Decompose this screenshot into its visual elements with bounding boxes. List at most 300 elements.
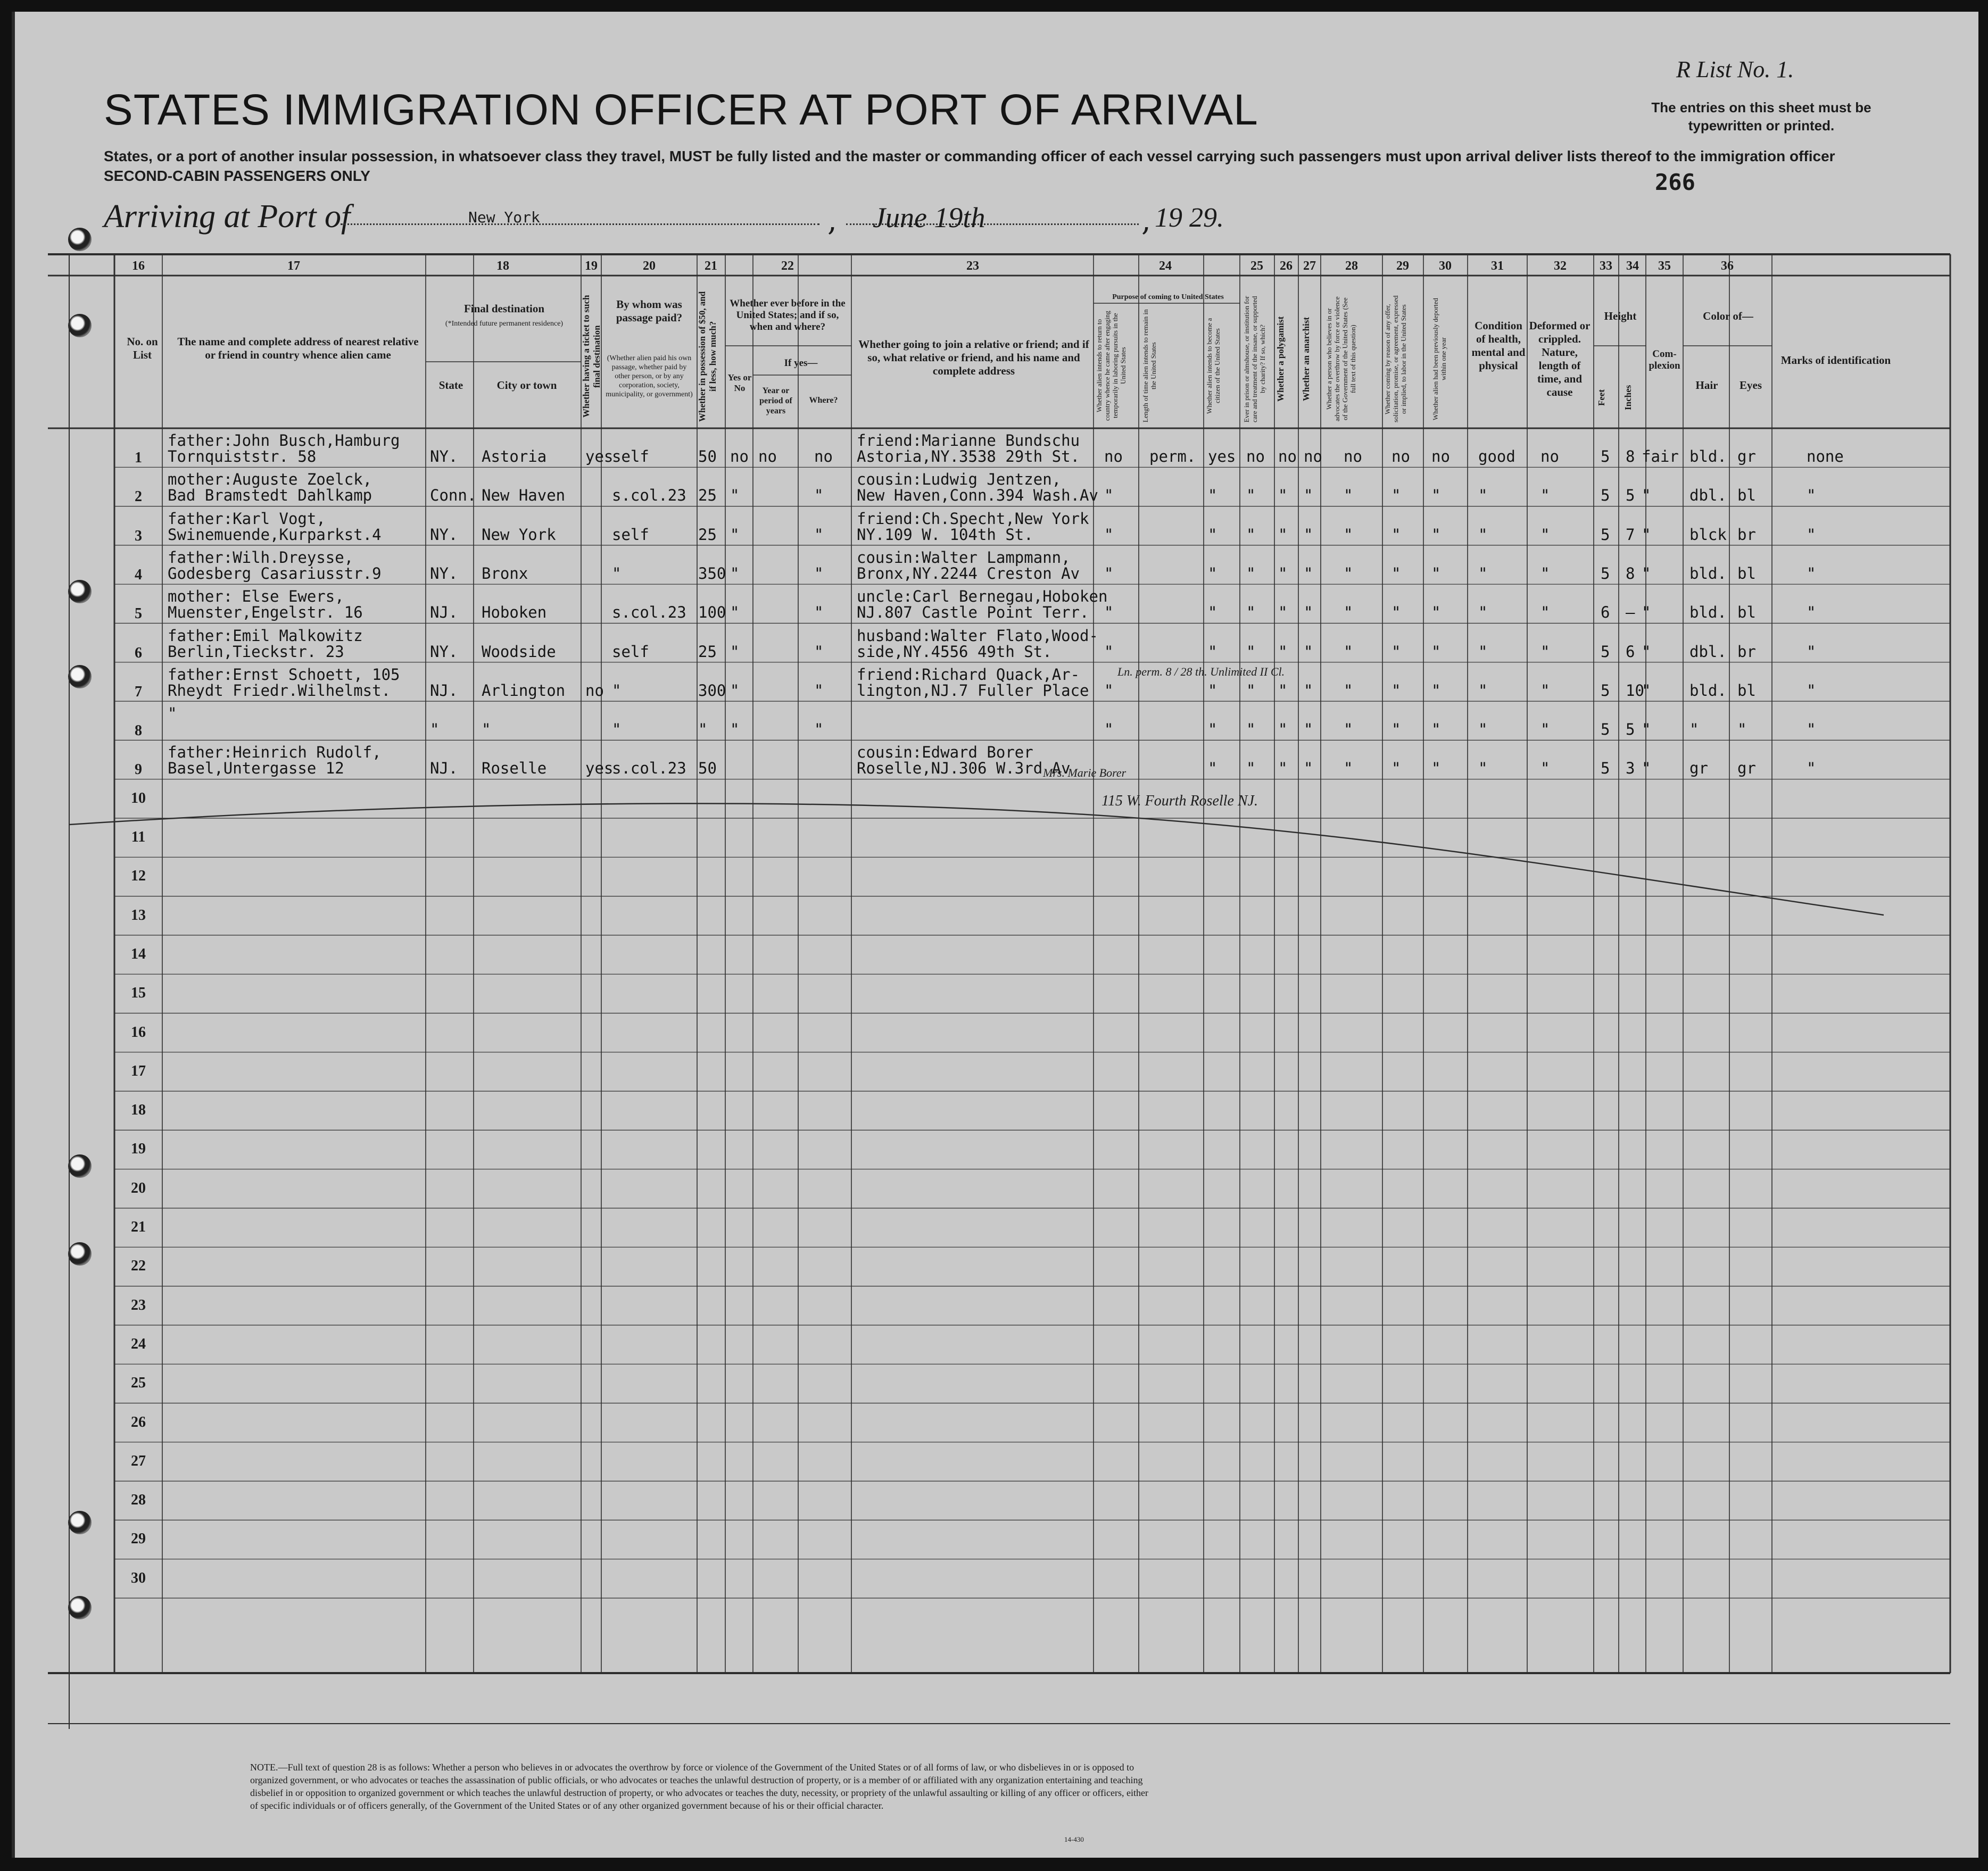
row-number: 3: [135, 527, 142, 544]
row-number: 6: [135, 644, 142, 661]
column-number: 26: [1280, 259, 1293, 273]
city-cell: ": [482, 720, 491, 739]
form-code: 14-430: [1064, 1835, 1084, 1843]
q30-cell: ": [1431, 525, 1441, 544]
q29-cell: no: [1391, 447, 1410, 465]
row-number: 19: [131, 1141, 146, 1158]
deformed-cell: ": [1540, 564, 1550, 583]
marks-cell: ": [1807, 603, 1816, 622]
relative-line-2: Bad Bramstedt Dahlkamp: [168, 486, 372, 505]
complexion-cell: ": [1642, 564, 1651, 583]
eyes-cell: br: [1737, 525, 1756, 544]
joining-line-2: Astoria,NY.3538 29th St.: [857, 447, 1080, 465]
column-number: 31: [1491, 259, 1504, 273]
marks-cell: ": [1807, 759, 1816, 778]
passage-paid-cell: s.col.23: [612, 486, 686, 505]
prison-cell: ": [1246, 486, 1256, 505]
header-city: City or town: [496, 379, 557, 392]
column-number: 18: [496, 259, 509, 273]
where-cell: ": [814, 642, 824, 661]
eyes-cell: ": [1737, 720, 1747, 739]
money-cell: 25: [698, 486, 717, 505]
feet-cell: 6: [1601, 603, 1610, 622]
hair-cell: ": [1689, 720, 1699, 739]
citizen-cell: ": [1208, 759, 1217, 778]
anarchist-cell: ": [1304, 759, 1313, 778]
column-number: 22: [781, 259, 794, 273]
header-marks: Marks of identification: [1780, 354, 1891, 367]
row-number: 10: [131, 789, 146, 806]
row-number: 22: [131, 1258, 146, 1275]
deformed-cell: ": [1540, 720, 1550, 739]
purpose-return-cell: ": [1104, 564, 1114, 583]
money-cell: 100: [698, 603, 726, 622]
column-number: 25: [1250, 259, 1263, 273]
money-cell: 25: [698, 642, 717, 661]
header-purpose-length: Length of time alien intends to remain in the United States: [1141, 309, 1157, 422]
feet-cell: 5: [1601, 447, 1610, 465]
complexion-cell: ": [1642, 603, 1651, 622]
polygamist-cell: ": [1278, 564, 1288, 583]
header-ticket: Whether having a ticket to such final destination: [581, 295, 602, 418]
inches-cell: 8: [1626, 564, 1635, 583]
column-number: 36: [1721, 259, 1734, 273]
relative-line-1: father:Karl Vogt,: [168, 509, 326, 528]
row-number: 4: [135, 566, 142, 583]
deformed-cell: ": [1540, 642, 1550, 661]
prison-cell: ": [1246, 603, 1256, 622]
q29-cell: ": [1391, 603, 1401, 622]
health-cell: ": [1478, 681, 1488, 700]
citizen-cell: ": [1208, 486, 1217, 505]
inches-cell: 7: [1626, 525, 1635, 544]
purpose-return-cell: ": [1104, 642, 1114, 661]
q29-cell: ": [1391, 564, 1401, 583]
row-number: 24: [131, 1335, 146, 1352]
deformed-cell: ": [1540, 486, 1550, 505]
state-cell: NY.: [430, 525, 458, 544]
hair-cell: blck: [1689, 525, 1727, 544]
relative-line-2: Swinemuende,Kurparkst.4: [168, 525, 382, 544]
before-in-us-cell: ": [730, 564, 740, 583]
ticket-cell: no: [585, 681, 604, 700]
complexion-cell: ": [1642, 720, 1651, 739]
column-number: 16: [132, 259, 145, 273]
footnote: NOTE.—Full text of question 28 is as follows: Whether a person who believes in or advocates the overthrow by force or violence of the Government of the United States or of all forms of law, or who disbelieves in or is opposed to organized government, or who advocates or teaches the assassination of public officials, or who advocates or teaches the unlawful destruction of property, or is a member of or affiliated with any organization entertaining and teaching disbelief in or opposition to organized government or which teaches the unlawful destruction of property, or who advocates or teaches the duty, necessity, or propriety of the unlawful assaulting or killing of any officer or officers, either of specific individuals or of officers generally, of the Government of the United States or of any other organized government because of his or their official character.: [250, 1762, 1149, 1811]
q28-cell: ": [1344, 603, 1353, 622]
health-cell: ": [1478, 525, 1488, 544]
where-cell: ": [814, 525, 824, 544]
header-inches: Inches: [1623, 385, 1633, 411]
column-number: 21: [705, 259, 717, 273]
q30-cell: ": [1431, 564, 1441, 583]
relative-line-1: father:Wilh.Dreysse,: [168, 548, 354, 567]
joining-line-2: side,NY.4556 49th St.: [857, 642, 1052, 661]
header-hair: Hair: [1695, 379, 1718, 392]
header-polygamist: Whether a polygamist: [1275, 316, 1286, 402]
q28-cell: ": [1344, 564, 1353, 583]
state-cell: NY.: [430, 642, 458, 661]
eyes-cell: bl: [1737, 486, 1756, 505]
citizen-cell: ": [1208, 564, 1217, 583]
hair-cell: gr: [1689, 759, 1708, 778]
column-number: 35: [1658, 259, 1671, 273]
relative-line-2: Berlin,Tieckstr. 23: [168, 642, 344, 661]
row-number: 5: [135, 605, 142, 622]
row-number: 9: [135, 761, 142, 778]
relative-line-2: Tornquiststr. 58: [168, 447, 317, 465]
q28-cell: no: [1344, 447, 1362, 465]
q30-cell: ": [1431, 642, 1441, 661]
arrival-date: June 19th: [873, 202, 985, 234]
money-cell: ": [698, 720, 708, 739]
header-passage-paid: By whom was passage paid?: [616, 298, 683, 324]
strike-line: [69, 803, 1884, 915]
city-cell: Bronx: [482, 564, 528, 583]
joining-line-2: Roselle,NJ.306 W.3rd Av: [857, 759, 1071, 778]
eyes-cell: gr: [1737, 447, 1756, 465]
feet-cell: 5: [1601, 525, 1610, 544]
relative-line-1: father:Ernst Schoett, 105: [168, 665, 400, 684]
citizen-cell: ": [1208, 720, 1217, 739]
q29-cell: ": [1391, 525, 1401, 544]
q29-cell: ": [1391, 681, 1401, 700]
prison-cell: ": [1246, 720, 1256, 739]
prison-cell: ": [1246, 759, 1256, 778]
passenger-class-note: SECOND-CABIN PASSENGERS ONLY: [104, 168, 370, 184]
passage-paid-cell: s.col.23: [612, 759, 686, 778]
eyes-cell: br: [1737, 642, 1756, 661]
joining-line-1: cousin:Ludwig Jentzen,: [857, 470, 1062, 489]
q28-cell: ": [1344, 525, 1353, 544]
joining-line-2: NY.109 W. 104th St.: [857, 525, 1033, 544]
q28-cell: ": [1344, 681, 1353, 700]
header-complexion: Com- plexion: [1649, 348, 1680, 371]
header-purpose-citizen: Whether alien intends to become a citizen of the United States: [1205, 318, 1221, 414]
q29-cell: ": [1391, 642, 1401, 661]
polygamist-cell: ": [1278, 642, 1288, 661]
citizen-cell: ": [1208, 642, 1217, 661]
marks-cell: ": [1807, 525, 1816, 544]
header-purpose: Purpose of coming to United States: [1112, 293, 1224, 301]
joining-line-1: uncle:Carl Bernegau,Hoboken: [857, 587, 1108, 606]
health-cell: ": [1478, 564, 1488, 583]
feet-cell: 5: [1601, 720, 1610, 739]
complexion-cell: ": [1642, 759, 1651, 778]
column-number: 27: [1303, 259, 1316, 273]
row-number: 11: [131, 829, 146, 845]
before-in-us-cell: ": [730, 681, 740, 700]
before-in-us-cell: no: [730, 447, 749, 465]
before-in-us-cell: ": [730, 486, 740, 505]
citizen-cell: ": [1208, 525, 1217, 544]
column-number: 32: [1554, 259, 1567, 273]
purpose-return-cell: ": [1104, 681, 1114, 700]
passage-paid-cell: self: [612, 447, 649, 465]
before-in-us-cell: ": [730, 525, 740, 544]
where-cell: ": [814, 720, 824, 739]
hair-cell: dbl.: [1689, 486, 1727, 505]
prison-cell: no: [1246, 447, 1265, 465]
header-final-destination-note: (*Intended future permanent residence): [445, 320, 564, 328]
health-cell: ": [1478, 642, 1488, 661]
list-no-value: List No. 1.: [1696, 56, 1794, 82]
health-cell: good: [1478, 447, 1515, 465]
row-number: 15: [131, 985, 146, 1002]
anarchist-cell: ": [1304, 525, 1313, 544]
joining-line-1: husband:Walter Flato,Wood-: [857, 626, 1098, 645]
row-number: 25: [131, 1375, 146, 1392]
polygamist-cell: ": [1278, 486, 1288, 505]
header-color-of: Color of—: [1703, 310, 1753, 322]
q30-cell: ": [1431, 759, 1441, 778]
separator: ,: [827, 203, 837, 238]
header-anarchist: Whether an anarchist: [1301, 317, 1311, 402]
deformed-cell: ": [1540, 759, 1550, 778]
passage-paid-cell: self: [612, 525, 649, 544]
deformed-cell: ": [1540, 681, 1550, 700]
q28-cell: ": [1344, 486, 1353, 505]
year-period-cell: no: [758, 447, 777, 465]
form-subtitle: States, or a port of another insular possession, in whatsoever class they travel, MUST be fully listed and the master or commanding officer of each vessel carrying such passengers must upon arrival deliver lists thereof to the immigration officer: [104, 148, 1835, 164]
hair-cell: bld.: [1689, 681, 1727, 700]
money-cell: 350: [698, 564, 726, 583]
anarchist-cell: ": [1304, 642, 1313, 661]
q28-cell: ": [1344, 720, 1353, 739]
row-number: 21: [131, 1219, 146, 1235]
row-number: 13: [131, 907, 146, 924]
row-number: 20: [131, 1179, 146, 1196]
relative-line-1: father:Heinrich Rudolf,: [168, 743, 382, 762]
relative-line-1: mother: Else Ewers,: [168, 587, 344, 606]
arriving-label: Arriving at Port of: [104, 198, 351, 235]
row-number: 29: [131, 1531, 146, 1548]
ticket-cell: yes: [585, 759, 614, 778]
inches-cell: 6: [1626, 642, 1635, 661]
purpose-return-cell: ": [1104, 720, 1114, 739]
citizen-cell: ": [1208, 603, 1217, 622]
passage-paid-cell: s.col.23: [612, 603, 686, 622]
inches-cell: 5: [1626, 720, 1635, 739]
joining-line-1: cousin:Edward Borer: [857, 743, 1033, 762]
marks-cell: ": [1807, 720, 1816, 739]
header-no-on-list: No. on List: [127, 335, 158, 361]
row6-annotation: Ln. perm. 8 / 28 th. Unlimited II Cl.: [1117, 665, 1285, 678]
complexion-cell: ": [1642, 681, 1651, 700]
before-in-us-cell: ": [730, 720, 740, 739]
row-number: 18: [131, 1102, 146, 1119]
row-number: 7: [135, 683, 142, 700]
anarchist-cell: ": [1304, 720, 1313, 739]
state-cell: NJ.: [430, 603, 458, 622]
anarchist-cell: ": [1304, 603, 1313, 622]
inches-cell: 3: [1626, 759, 1635, 778]
typewritten-note: The entries on this sheet must be typewritten or printed.: [1651, 99, 1871, 134]
feet-cell: 5: [1601, 681, 1610, 700]
marks-cell: ": [1807, 642, 1816, 661]
city-cell: Astoria: [482, 447, 547, 465]
relative-line-1: father:Emil Malkowitz: [168, 626, 363, 645]
q28-cell: ": [1344, 759, 1353, 778]
prison-cell: ": [1246, 564, 1256, 583]
inches-cell: 10: [1626, 681, 1644, 700]
citizen-cell: ": [1208, 681, 1217, 700]
purpose-return-cell: no: [1104, 447, 1123, 465]
header-money: Whether in possession of $50, and if less, how much?: [697, 291, 718, 422]
where-cell: ": [814, 603, 824, 622]
header-prison: Ever in prison or almshouse, or institution for care and treatment of the insane, or supported by charity? If so, which?: [1242, 296, 1266, 422]
polygamist-cell: ": [1278, 720, 1288, 739]
row-number: 1: [135, 450, 142, 466]
row-number: 27: [131, 1452, 146, 1469]
city-cell: New Haven: [482, 486, 566, 505]
inches-cell: 8: [1626, 447, 1635, 465]
deformed-cell: ": [1540, 525, 1550, 544]
anarchist-cell: no: [1304, 447, 1322, 465]
q30-cell: no: [1431, 447, 1450, 465]
purpose-return-cell: ": [1104, 525, 1114, 544]
feet-cell: 5: [1601, 759, 1610, 778]
relative-line-2: Rheydt Friedr.Wilhelmst.: [168, 681, 391, 700]
joining-line-2: NJ.807 Castle Point Terr.: [857, 603, 1089, 622]
hair-cell: bld.: [1689, 564, 1727, 583]
relative-line-2: Godesberg Casariusstr.9: [168, 564, 382, 583]
state-cell: Conn.: [430, 486, 477, 505]
eyes-cell: bl: [1737, 564, 1756, 583]
row9-annotation: Mrs. Marie Borer: [1043, 766, 1126, 779]
where-cell: ": [814, 486, 824, 505]
port-value: New York: [468, 209, 540, 226]
column-number: 17: [287, 259, 300, 273]
complexion-cell: ": [1642, 642, 1651, 661]
inches-cell: –: [1626, 603, 1635, 622]
q30-cell: ": [1431, 486, 1441, 505]
money-cell: 300: [698, 681, 726, 700]
where-cell: no: [814, 447, 833, 465]
money-cell: 50: [698, 759, 717, 778]
where-cell: ": [814, 564, 824, 583]
hair-cell: bld.: [1689, 447, 1727, 465]
column-number: 34: [1626, 259, 1639, 273]
q28-cell: ": [1344, 642, 1353, 661]
row-number: 8: [135, 722, 142, 739]
relative-line-2: Muenster,Engelstr. 16: [168, 603, 363, 622]
joining-line-1: friend:Marianne Bundschu: [857, 431, 1080, 450]
prison-cell: ": [1246, 525, 1256, 544]
health-cell: ": [1478, 720, 1488, 739]
header-q29: Whether coming by reason of any offer, solicitation, promise, or agreement, expressed or implied, to labor in the United States: [1384, 295, 1407, 423]
form-title: STATES IMMIGRATION OFFICER AT PORT OF ARRIVAL: [104, 86, 1258, 134]
sheet-number: 266: [1655, 169, 1695, 195]
arrival-year: 19 29.: [1155, 203, 1224, 233]
passage-paid-cell: ": [612, 720, 622, 739]
hair-cell: dbl.: [1689, 642, 1727, 661]
eyes-cell: bl: [1737, 603, 1756, 622]
polygamist-cell: ": [1278, 603, 1288, 622]
anarchist-cell: ": [1304, 564, 1313, 583]
header-feet: Feet: [1596, 389, 1606, 406]
health-cell: ": [1478, 759, 1488, 778]
header-year-period: Year or period of years: [759, 386, 792, 415]
marks-cell: ": [1807, 564, 1816, 583]
money-cell: 50: [698, 447, 717, 465]
header-yes-or-no: Yes or No: [727, 372, 752, 393]
header-final-destination: Final destination: [463, 302, 545, 315]
q29-cell: ": [1391, 720, 1401, 739]
header-relative-abroad: The name and complete address of nearest relative or friend in country whence alien came: [177, 335, 419, 361]
anarchist-cell: ": [1304, 681, 1313, 700]
state-cell: NY.: [430, 447, 458, 465]
hair-cell: bld.: [1689, 603, 1727, 622]
state-cell: NJ.: [430, 681, 458, 700]
complexion-cell: ": [1642, 525, 1651, 544]
row9-address-annotation: 115 W. Fourth Roselle NJ.: [1101, 793, 1258, 809]
complexion-cell: ": [1642, 486, 1651, 505]
list-prefix: R: [1676, 56, 1691, 82]
city-cell: Woodside: [482, 642, 556, 661]
feet-cell: 5: [1601, 564, 1610, 583]
purpose-return-cell: ": [1104, 603, 1114, 622]
column-number: 30: [1439, 259, 1452, 273]
header-q28: Whether a person who believes in or advocates the overthrow by force or violence of the Government of the United States (See full text of this question): [1325, 296, 1357, 422]
inches-cell: 5: [1626, 486, 1635, 505]
joining-line-1: friend:Richard Quack,Ar-: [857, 665, 1080, 684]
marks-cell: ": [1807, 681, 1816, 700]
row-number: 30: [131, 1569, 146, 1586]
q30-cell: ": [1431, 603, 1441, 622]
purpose-return-cell: ": [1104, 486, 1114, 505]
before-in-us-cell: ": [730, 642, 740, 661]
city-cell: Roselle: [482, 759, 547, 778]
feet-cell: 5: [1601, 486, 1610, 505]
q29-cell: ": [1391, 486, 1401, 505]
row-number: 14: [131, 945, 146, 962]
column-number: 23: [966, 259, 979, 273]
state-cell: ": [430, 720, 440, 739]
anarchist-cell: ": [1304, 486, 1313, 505]
city-cell: Arlington: [482, 681, 566, 700]
marks-cell: none: [1807, 447, 1844, 465]
complexion-cell: fair: [1642, 447, 1679, 465]
deformed-cell: no: [1540, 447, 1559, 465]
column-number: 19: [585, 259, 598, 273]
header-before-in-us: Whether ever before in the United States; and if so, when and where?: [730, 298, 846, 332]
q29-cell: ": [1391, 759, 1401, 778]
column-number: 20: [643, 259, 656, 273]
purpose-length-cell: perm.: [1149, 447, 1196, 465]
row-number: 16: [131, 1024, 146, 1041]
deformed-cell: ": [1540, 603, 1550, 622]
health-cell: ": [1478, 603, 1488, 622]
header-eyes: Eyes: [1740, 379, 1762, 392]
row-number: 12: [131, 868, 146, 885]
relative-line-1: father:John Busch,Hamburg: [168, 431, 400, 450]
header-passage-paid-note: (Whether alien paid his own passage, whether paid by other person, or by any corporation, society, municipality, or government): [606, 354, 693, 398]
passage-paid-cell: ": [612, 564, 622, 583]
header-where: Where?: [809, 396, 838, 405]
citizen-cell: yes: [1208, 447, 1236, 465]
health-cell: ": [1478, 486, 1488, 505]
polygamist-cell: no: [1278, 447, 1297, 465]
joining-line-2: New Haven,Conn.394 Wash.Av: [857, 486, 1098, 505]
eyes-cell: gr: [1737, 759, 1756, 778]
column-number: 28: [1345, 259, 1358, 273]
header-joining: Whether going to join a relative or friend; and if so, what relative or friend, and his name and complete address: [858, 338, 1089, 377]
column-number: 24: [1159, 259, 1172, 273]
row-number: 2: [135, 488, 142, 505]
header-purpose-return: Whether alien intends to return to country whence he came after engaging temporarily in laboring pursuits in the United States: [1095, 311, 1127, 421]
header-deformed: Deformed or crippled. Nature, length of time, and cause: [1529, 319, 1591, 398]
